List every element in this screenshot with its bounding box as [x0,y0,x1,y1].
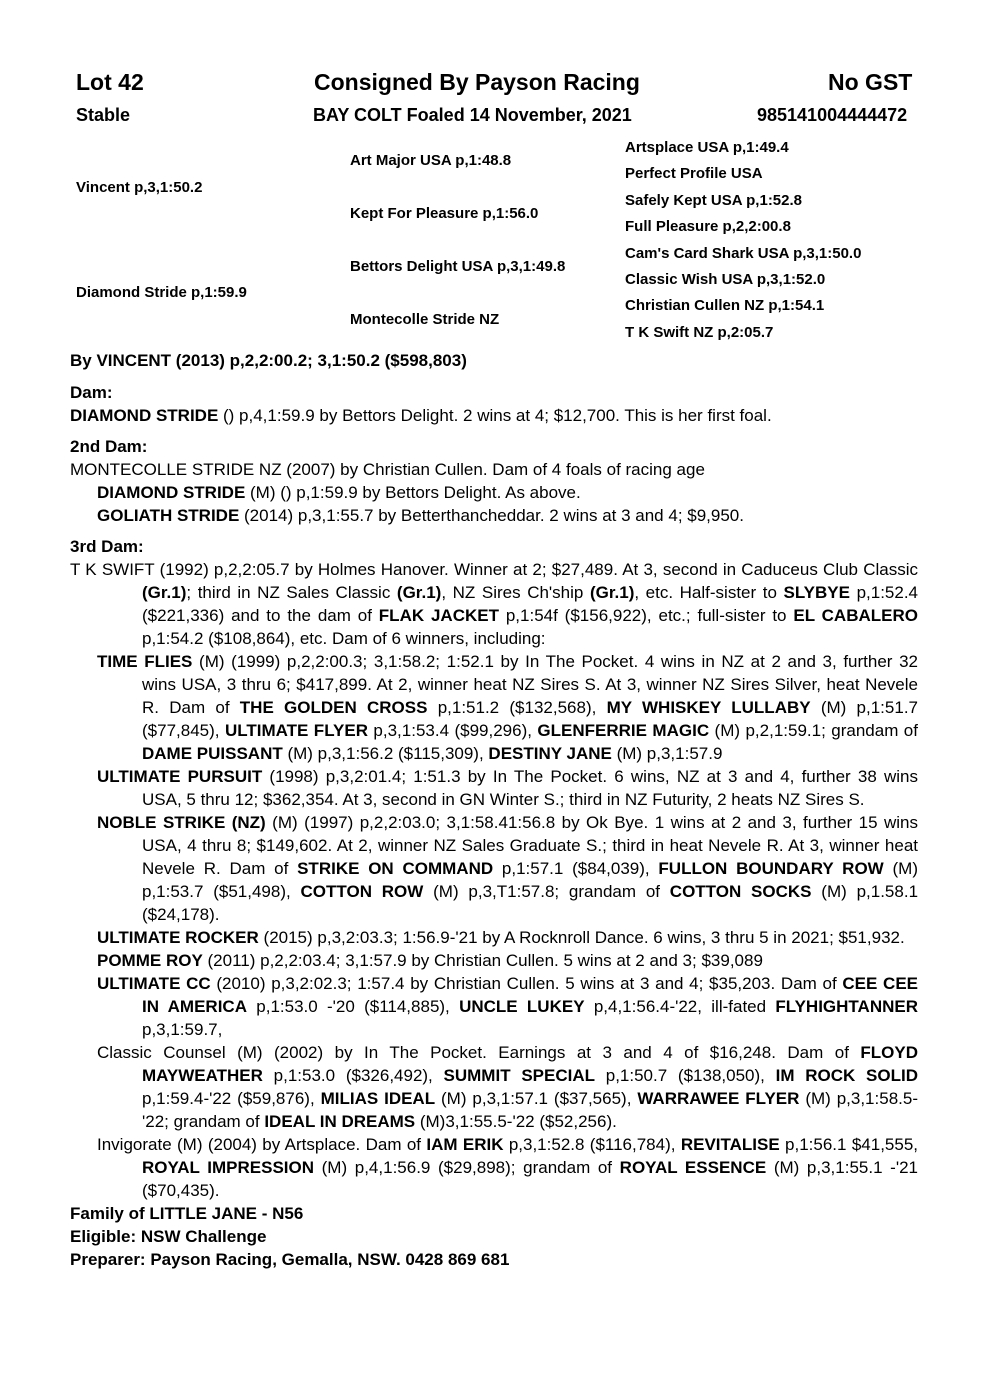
dam-heading: Dam: [70,383,113,402]
pedigree-gen3-6: Classic Wish USA p,3,1:52.0 [625,271,826,288]
list-item [70,504,918,527]
third-dam-intro: T K SWIFT (1992) p,2,2:05.7 by Holmes Hanover. Winner at 2; $27,489. At 3, second in Caduceus Club Classic (Gr.1); third in NZ Sales Classic (Gr.1), NZ Sires Ch'ship (Gr.1), etc. Half-sister to SLYBYE p,1:52.4 ($221,336) and to the dam of FLAK JACKET p,1:54f ($156,922), etc.; full-sister to EL CABALERO p,1:54.2 ($108,864), etc. Dam of 6 winners, including: [70,560,919,648]
family-line: Family of LITTLE JANE - N56 [70,1204,304,1223]
catalogue-body [70,349,918,1271]
third-dam-heading: 3rd Dam: [70,537,144,556]
list-item: NOBLE STRIKE (NZ) (M) (1997) p,2,2:03.0; 3,1:58.41:56.8 by Ok Bye. 1 wins at 2 and 3, further 15 wins USA, 4 thru 8; $149,602. At 2, winner NZ Sales Graduate S.; third in heat Nevele R. At 3, winner heat Nevele R. Dam of STRIKE ON COMMAND p,1:57.1 ($84,039), FULLON BOUNDARY ROW (M) p,1:53.7 ($51,498), COTTON ROW (M) p,3,T1:57.8; grandam of COTTON SOCKS (M) p,1.58.1 ($24,178). [97,813,919,924]
pedigree-sires-dam: Kept For Pleasure p,1:56.0 [350,205,539,222]
sire-line: By VINCENT (2013) p,2,2:00.2; 3,1:50.2 ($598,803) [70,351,467,370]
list-item: TIME FLIES (M) (1999) p,2,2:00.3; 3,1:58.2; 1:52.1 by In The Pocket. 4 wins in NZ at 2 and 3, further 32 wins USA, 3 thru 6; $417,899. At 2, winner heat NZ Sires S. At 3, winner NZ Sires Silver, heat Nevele R. Dam of THE GOLDEN CROSS p,1:51.2 ($132,568), MY WHISKEY LULLABY (M) p,1:51.7 ($77,845), ULTIMATE FLYER p,3,1:53.4 ($99,296), GLENFERRIE MAGIC (M) p,2,1:59.1; grandam of DAME PUISSANT (M) p,3,1:56.2 ($115,309), DESTINY JANE (M) p,3,1:57.9 [97,652,918,763]
list-item: POMME ROY (2011) p,2,2:03.4; 3,1:57.9 by Christian Cullen. 5 wins at 2 and 3; $39,089 [97,951,763,970]
pedigree-sire: Vincent p,3,1:50.2 [76,179,203,196]
dam-name: DIAMOND STRIDE [70,406,219,425]
preparer-line: Preparer: Payson Racing, Gemalla, NSW. 0428 869 681 [70,1250,510,1269]
pedigree-dam: Diamond Stride p,1:59.9 [76,284,247,301]
list-item [70,481,918,504]
list-item: ULTIMATE ROCKER (2015) p,3,2:03.3; 1:56.9-'21 by A Rocknroll Dance. 6 wins, 3 thru 5 in 2021; $51,932. [97,928,905,947]
foal-name: GOLIATH STRIDE [97,506,240,525]
foal-text: (M) () p,1:59.9 by Bettors Delight. As above. [245,483,581,502]
pedigree-gen3-8: T K Swift NZ p,2:05.7 [625,324,774,341]
horse-description: BAY COLT Foaled 14 November, 2021 [313,105,632,125]
pedigree-dams-dam: Montecolle Stride NZ [350,311,500,328]
pedigree-dams-sire: Bettors Delight USA p,3,1:49.8 [350,258,566,275]
list-item: Classic Counsel (M) (2002) by In The Pocket. Earnings at 3 and 4 of $16,248. Dam of FLOYD MAYWEATHER p,1:53.0 ($326,492), SUMMIT SPECIAL p,1:50.7 ($138,050), IM ROCK SOLID p,1:59.4-'22 ($59,876), MILIAS IDEAL (M) p,3,1:57.1 ($37,565), WARRAWEE FLYER (M) p,3,1:58.5-'22; grandam of IDEAL IN DREAMS (M)3,1:55.5-'22 ($52,256). [97,1043,918,1131]
pedigree-gen3-5: Cam's Card Shark USA p,3,1:50.0 [625,245,862,262]
pedigree-gen3-3: Safely Kept USA p,1:52.8 [625,192,803,209]
pedigree-gen3-7: Christian Cullen NZ p,1:54.1 [625,297,825,314]
pedigree-gen3-1: Artsplace USA p,1:49.4 [625,139,789,156]
foal-text: (2014) p,3,1:55.7 by Betterthancheddar. 2 wins at 3 and 4; $9,950. [239,506,744,525]
list-item: Invigorate (M) (2004) by Artsplace. Dam of IAM ERIK p,3,1:52.8 ($116,784), REVITALISE p,1:56.1 $41,555, ROYAL IMPRESSION (M) p,4,1:56.9 ($29,898); grandam of ROYAL ESSENCE (M) p,3,1:55.1 -'21 ($70,435). [97,1135,919,1200]
list-item: ULTIMATE CC (2010) p,3,2:02.3; 1:57.4 by Christian Cullen. 5 wins at 3 and 4; $35,203. Dam of CEE CEE IN AMERICA p,1:53.0 -'20 ($114,885), UNCLE LUKEY p,4,1:56.4-'22, ill-fated FLYHIGHTANNER p,3,1:59.7, [97,974,918,1039]
consignor: Consigned By Payson Racing [314,69,640,95]
dam-text: () p,4,1:59.9 by Bettors Delight. 2 wins at 4; $12,700. This is her first foal. [218,406,772,425]
dam-entry [70,404,918,427]
list-item: ULTIMATE PURSUIT (1998) p,3,2:01.4; 1:51.3 by In The Pocket. 6 wins, NZ at 3 and 4, further 38 wins USA, 5 thru 12; $362,354. At 3, second in GN Winter S.; third in NZ Futurity, 2 heats NZ Sires S. [97,767,918,809]
second-dam-intro: MONTECOLLE STRIDE NZ (2007) by Christian Cullen. Dam of 4 foals of racing age [70,460,705,479]
location: Stable [76,105,131,125]
pedigree-gen3-4: Full Pleasure p,2,2:00.8 [625,218,791,235]
pedigree-sires-sire: Art Major USA p,1:48.8 [350,152,512,169]
pedigree-gen3-2: Perfect Profile USA [625,165,763,182]
gst-status: No GST [828,69,913,95]
second-dam-heading: 2nd Dam: [70,437,148,456]
lot-number: Lot 42 [76,69,144,95]
foal-name: DIAMOND STRIDE [97,483,246,502]
microchip-number: 985141004444472 [757,105,908,125]
eligible-line: Eligible: NSW Challenge [70,1227,267,1246]
